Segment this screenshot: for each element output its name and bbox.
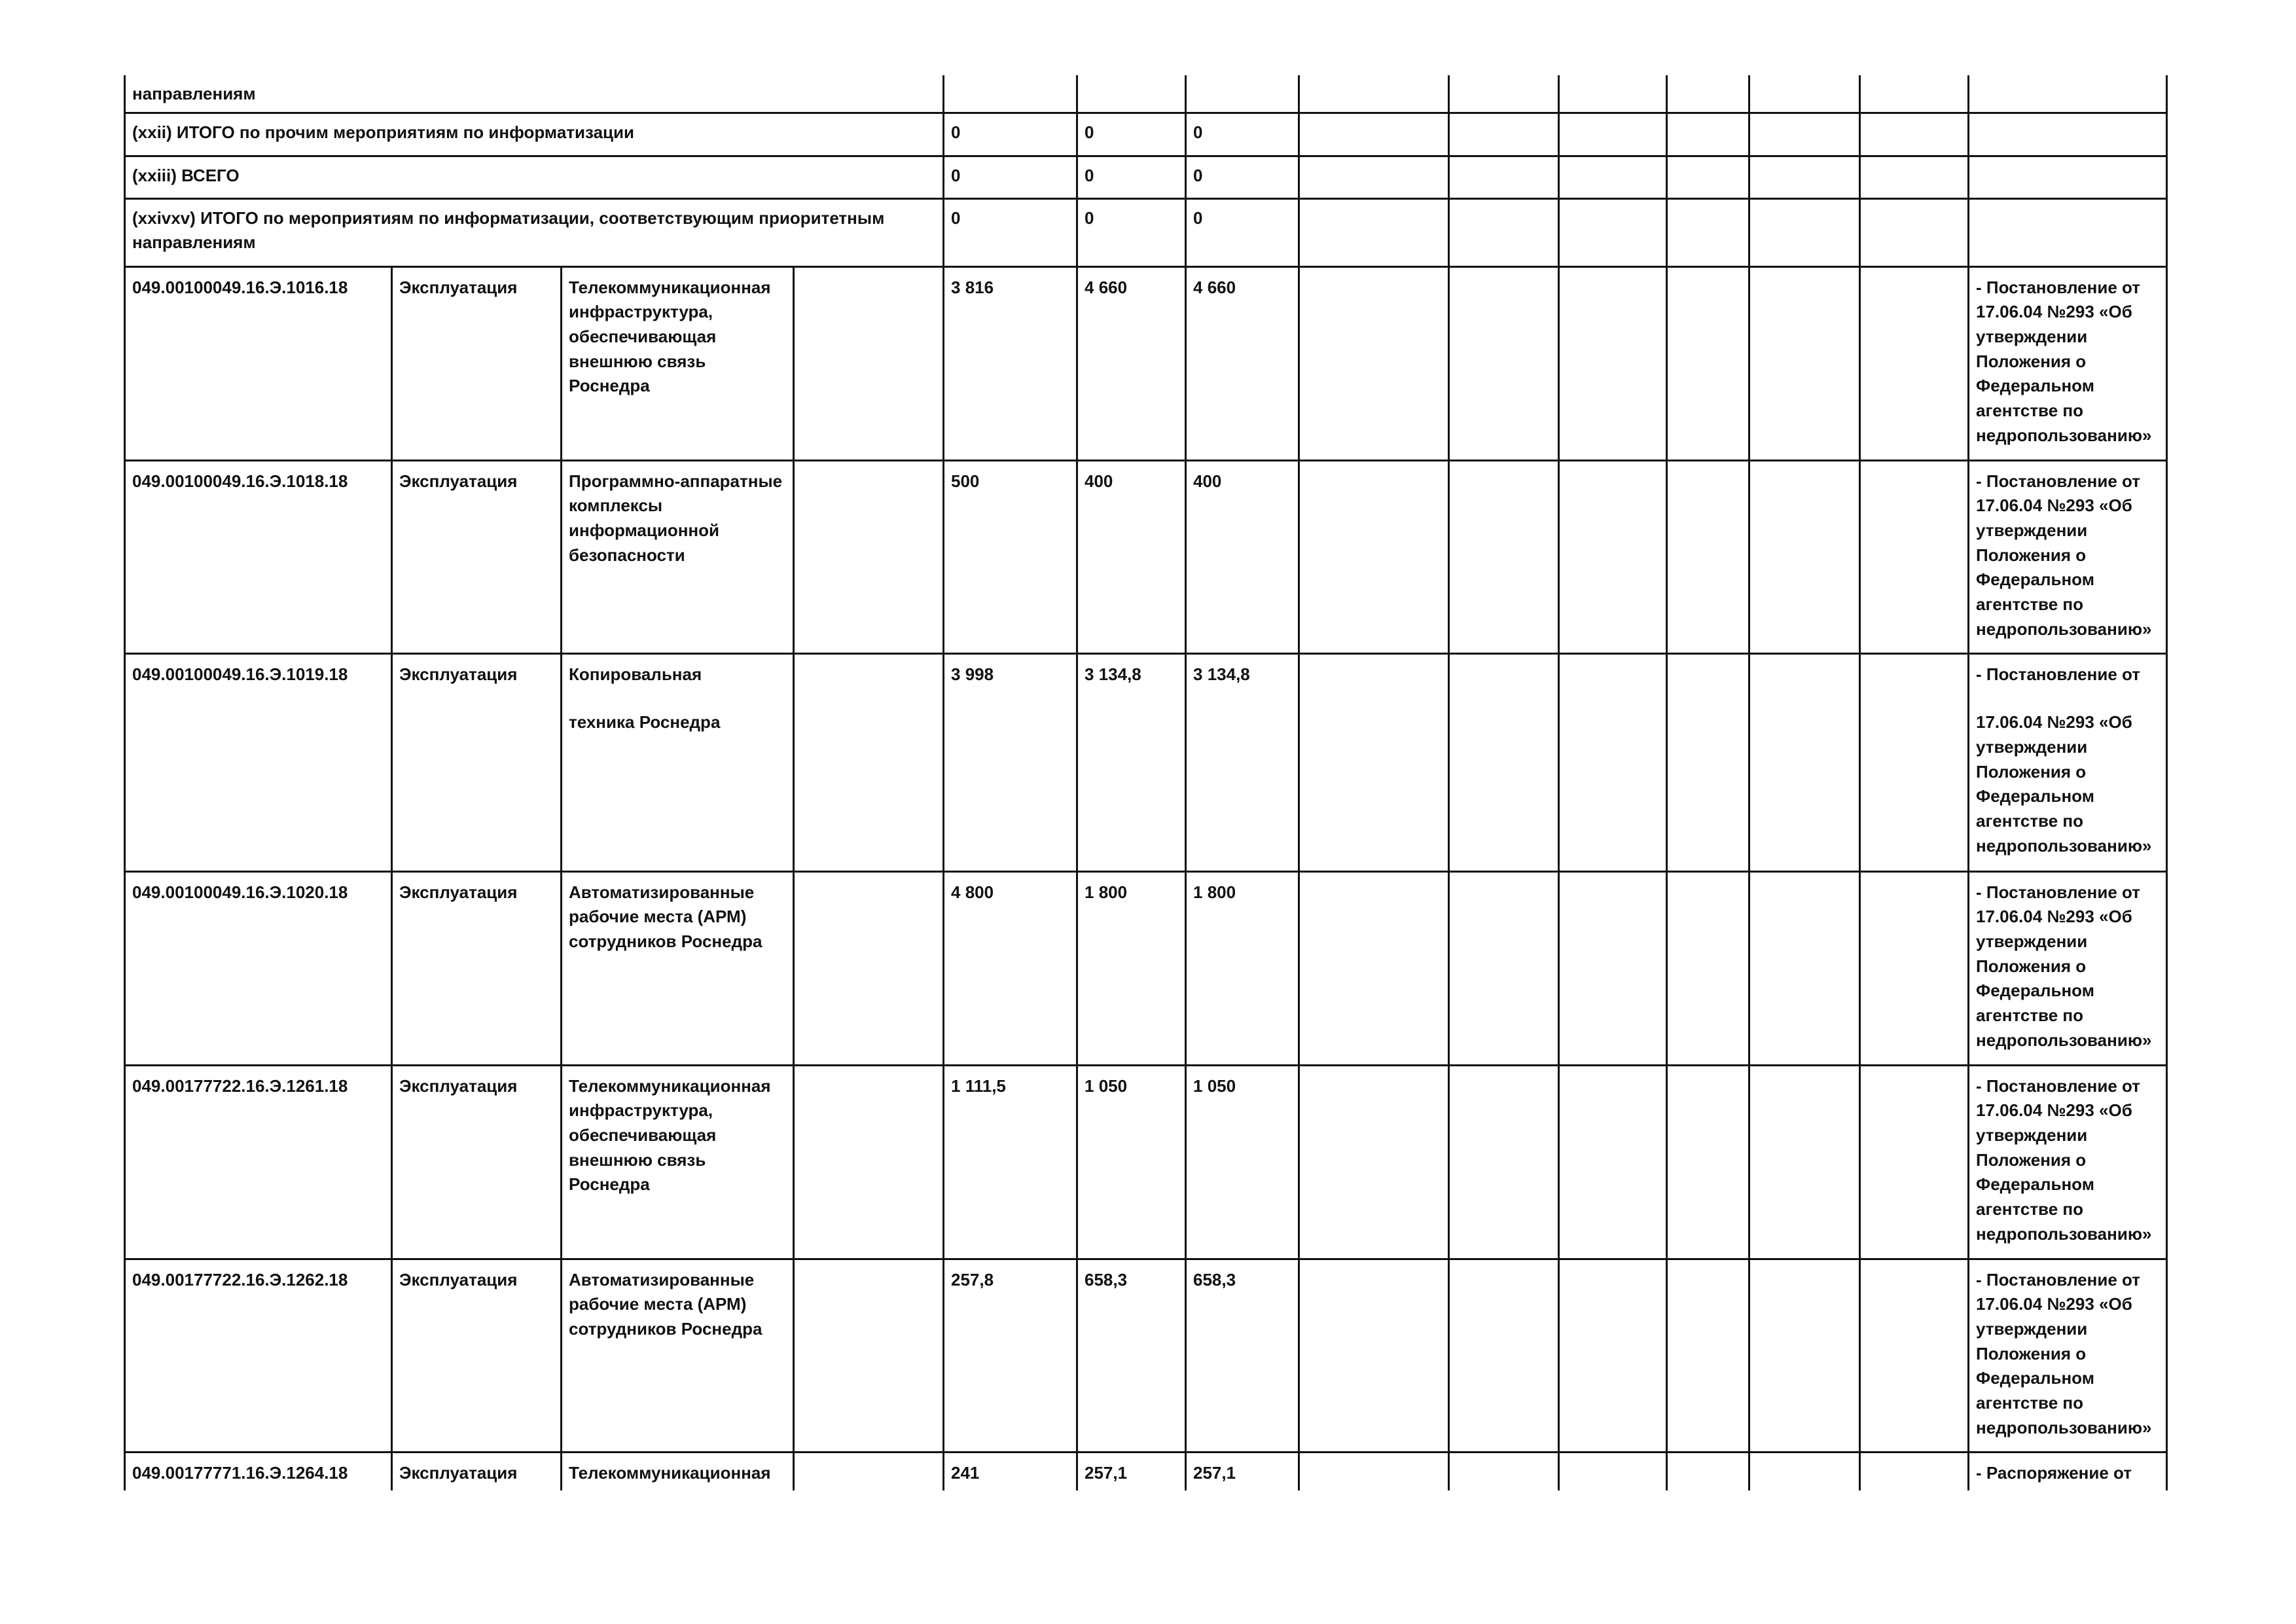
empty-cell [794,653,944,871]
summary-value-2: 0 [1077,113,1186,156]
measure-code: 049.00100049.16.Э.1019.18 [125,653,392,871]
stage: Эксплуатация [392,871,562,1065]
empty-cell [1299,871,1449,1065]
object-name-line: техника Роснедра [569,712,721,732]
table-row [125,871,2167,1065]
empty-cell [794,1452,944,1490]
empty-cell [1749,266,1860,460]
empty-cell [1559,198,1667,266]
empty-cell [1559,871,1667,1065]
table-row [125,1452,2167,1490]
empty-cell [1667,1259,1749,1452]
object-name: Телекоммуникационная [562,1452,794,1490]
stage: Эксплуатация [392,1065,562,1259]
empty-cell [794,266,944,460]
value-1: 500 [944,460,1077,653]
empty-cell [1749,1452,1860,1490]
empty-cell [1667,266,1749,460]
table-row [125,1065,2167,1259]
summary-value-1 [944,75,1077,113]
value-2: 257,1 [1077,1452,1186,1490]
measure-code: 049.00177722.16.Э.1261.18 [125,1065,392,1259]
object-name: Автоматизированные рабочие места (АРМ) сотрудников Роснедра [562,871,794,1065]
object-name: Телекоммуникационная инфраструктура, обеспечивающая внешнюю связь Роснедра [562,1065,794,1259]
empty-cell [1299,653,1449,871]
empty-cell [1299,156,1449,198]
object-name: Автоматизированные рабочие места (АРМ) сотрудников Роснедра [562,1259,794,1452]
empty-cell [1667,75,1749,113]
empty-cell [1667,1452,1749,1490]
empty-cell [1860,266,1969,460]
measure-code: 049.00100049.16.Э.1018.18 [125,460,392,653]
empty-cell [1749,460,1860,653]
empty-cell [1860,198,1969,266]
summary-value-1: 0 [944,198,1077,266]
summary-value-1: 0 [944,113,1077,156]
summary-row [125,75,2167,113]
stage: Эксплуатация [392,460,562,653]
value-2: 1 050 [1077,1065,1186,1259]
empty-cell [1969,113,2167,156]
legal-basis [1969,653,2167,871]
empty-cell [794,460,944,653]
empty-cell [1559,653,1667,871]
measure-code: 049.00100049.16.Э.1016.18 [125,266,392,460]
summary-label: (xxii) ИТОГО по прочим мероприятиям по информатизации [125,113,944,156]
stage: Эксплуатация [392,1259,562,1452]
empty-cell [1749,1065,1860,1259]
value-3: 3 134,8 [1186,653,1299,871]
summary-row [125,156,2167,198]
summary-value-3: 0 [1186,198,1299,266]
summary-value-3: 0 [1186,113,1299,156]
empty-cell [1559,156,1667,198]
empty-cell [1299,1065,1449,1259]
empty-cell [1559,1452,1667,1490]
legal-basis-line: 17.06.04 №293 «Об утверждении Положения о Федеральном агентстве по недропользованию» [1976,712,2152,856]
value-1: 4 800 [944,871,1077,1065]
value-2: 400 [1077,460,1186,653]
summary-value-3: 0 [1186,156,1299,198]
summary-value-2: 0 [1077,156,1186,198]
empty-cell [1449,871,1559,1065]
value-3: 400 [1186,460,1299,653]
object-name: Программно-аппаратные комплексы информационной безопасности [562,460,794,653]
value-3: 4 660 [1186,266,1299,460]
empty-cell [1749,75,1860,113]
empty-cell [1667,1065,1749,1259]
measure-code: 049.00177722.16.Э.1262.18 [125,1259,392,1452]
empty-cell [1559,1065,1667,1259]
empty-cell [1969,198,2167,266]
stage: Эксплуатация [392,266,562,460]
empty-cell [1299,266,1449,460]
empty-cell [1449,1065,1559,1259]
empty-cell [1667,653,1749,871]
summary-label: направлениям [125,75,944,113]
empty-cell [1559,75,1667,113]
empty-cell [1860,75,1969,113]
empty-cell [1749,113,1860,156]
empty-cell [1969,75,2167,113]
legal-basis: - Постановление от 17.06.04 №293 «Об утверждении Положения о Федеральном агентстве по недропользованию» [1969,871,2167,1065]
legal-basis: - Постановление от 17.06.04 №293 «Об утверждении Положения о Федеральном агентстве по недропользованию» [1969,266,2167,460]
object-name: Телекоммуникационная инфраструктура, обеспечивающая внешнюю связь Роснедра [562,266,794,460]
empty-cell [1667,460,1749,653]
object-name [562,653,794,871]
empty-cell [794,871,944,1065]
value-1: 1 111,5 [944,1065,1077,1259]
value-2: 658,3 [1077,1259,1186,1452]
empty-cell [1860,1452,1969,1490]
empty-cell [1860,1259,1969,1452]
summary-value-2 [1077,75,1186,113]
summary-row [125,113,2167,156]
empty-cell [1299,75,1449,113]
empty-cell [1449,113,1559,156]
legal-basis-line: - Постановление от [1976,664,2140,684]
value-2: 3 134,8 [1077,653,1186,871]
table-row [125,266,2167,460]
value-1: 241 [944,1452,1077,1490]
empty-cell [1667,871,1749,1065]
empty-cell [794,1259,944,1452]
empty-cell [1449,198,1559,266]
legal-basis: - Постановление от 17.06.04 №293 «Об утверждении Положения о Федеральном агентстве по недропользованию» [1969,460,2167,653]
empty-cell [1559,1259,1667,1452]
table-row [125,653,2167,871]
measure-code: 049.00177771.16.Э.1264.18 [125,1452,392,1490]
empty-cell [1449,1259,1559,1452]
empty-cell [1667,113,1749,156]
empty-cell [1559,266,1667,460]
summary-value-2: 0 [1077,198,1186,266]
legal-basis: - Распоряжение от [1969,1452,2167,1490]
empty-cell [1860,113,1969,156]
value-2: 4 660 [1077,266,1186,460]
summary-label: (xxiii) ВСЕГО [125,156,944,198]
summary-value-3 [1186,75,1299,113]
empty-cell [1860,1065,1969,1259]
empty-cell [1449,266,1559,460]
empty-cell [1449,1452,1559,1490]
informatization-table [124,75,2168,1490]
value-1: 3 816 [944,266,1077,460]
empty-cell [1449,156,1559,198]
empty-cell [1749,653,1860,871]
empty-cell [1449,460,1559,653]
empty-cell [1299,1259,1449,1452]
legal-basis: - Постановление от 17.06.04 №293 «Об утверждении Положения о Федеральном агентстве по недропользованию» [1969,1259,2167,1452]
value-1: 257,8 [944,1259,1077,1452]
summary-label: (xxivxv) ИТОГО по мероприятиям по информатизации, соответствующим приоритетным направлениям [125,198,944,266]
empty-cell [1749,198,1860,266]
stage: Эксплуатация [392,1452,562,1490]
measure-code: 049.00100049.16.Э.1020.18 [125,871,392,1065]
empty-cell [1449,653,1559,871]
value-1: 3 998 [944,653,1077,871]
table-row [125,460,2167,653]
object-name-line: Копировальная [569,664,702,684]
summary-value-1: 0 [944,156,1077,198]
value-3: 658,3 [1186,1259,1299,1452]
legal-basis: - Постановление от 17.06.04 №293 «Об утверждении Положения о Федеральном агентстве по недропользованию» [1969,1065,2167,1259]
empty-cell [1969,156,2167,198]
value-3: 1 800 [1186,871,1299,1065]
empty-cell [1860,653,1969,871]
empty-cell [794,1065,944,1259]
empty-cell [1449,75,1559,113]
empty-cell [1299,113,1449,156]
empty-cell [1299,198,1449,266]
summary-row [125,198,2167,266]
empty-cell [1749,871,1860,1065]
empty-cell [1299,1452,1449,1490]
value-2: 1 800 [1077,871,1186,1065]
empty-cell [1559,460,1667,653]
empty-cell [1559,113,1667,156]
value-3: 257,1 [1186,1452,1299,1490]
value-3: 1 050 [1186,1065,1299,1259]
table-row [125,1259,2167,1452]
empty-cell [1860,460,1969,653]
empty-cell [1299,460,1449,653]
empty-cell [1860,871,1969,1065]
empty-cell [1749,156,1860,198]
stage: Эксплуатация [392,653,562,871]
empty-cell [1667,198,1749,266]
empty-cell [1860,156,1969,198]
empty-cell [1749,1259,1860,1452]
empty-cell [1667,156,1749,198]
